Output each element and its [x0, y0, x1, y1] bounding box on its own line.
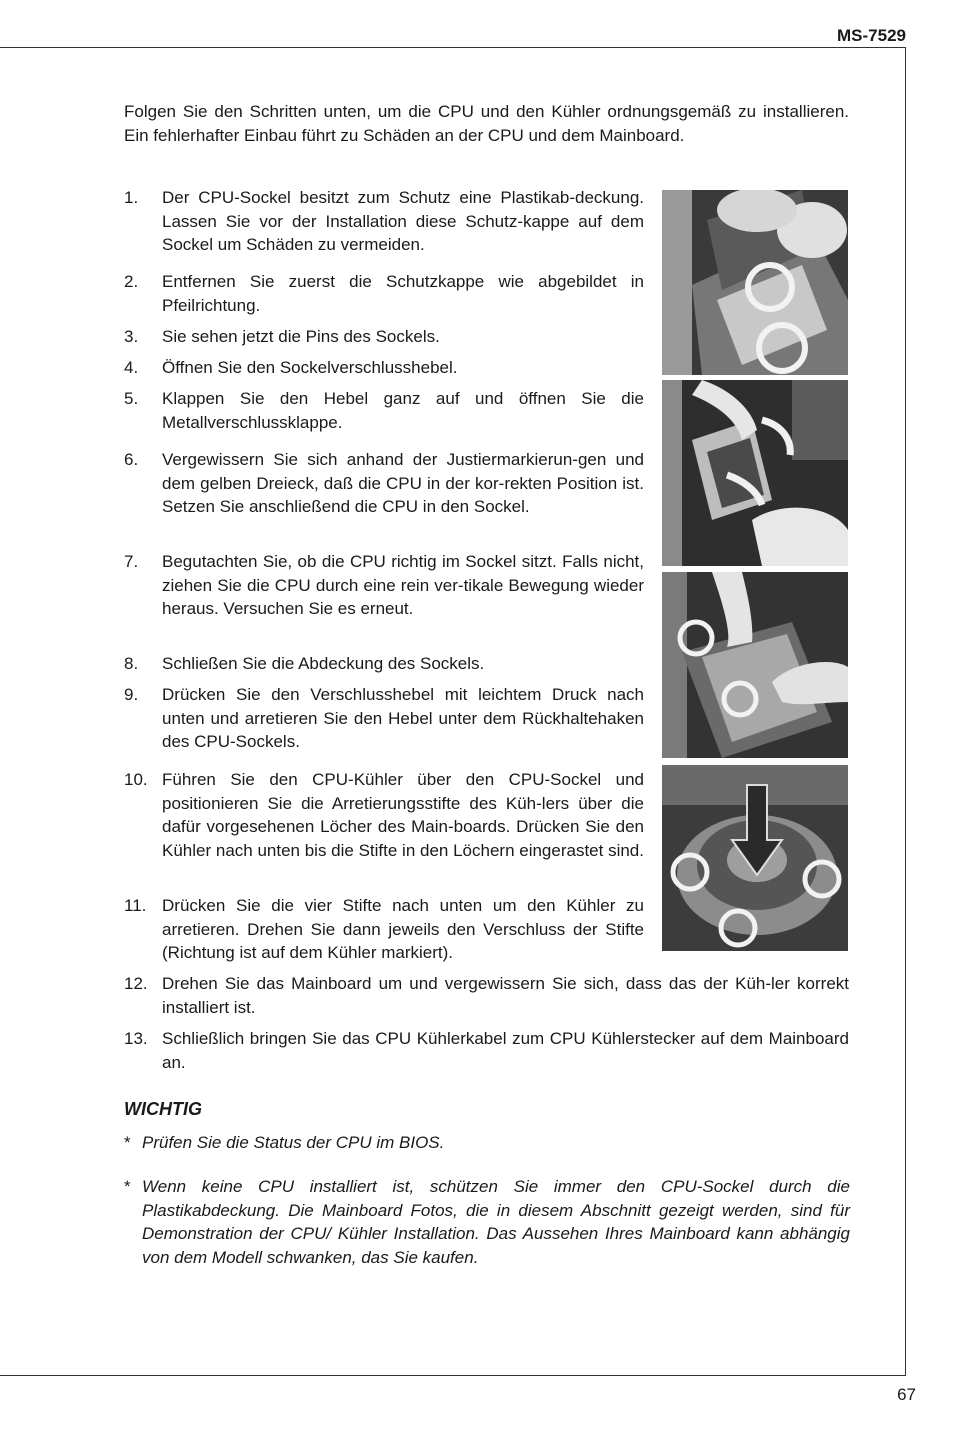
photo-socket-lever: [662, 380, 848, 566]
header-rule: [0, 47, 906, 48]
step-item: 10. Führen Sie den CPU-Kühler über den CPU-Sockel und positionieren Sie die Arretierungsstifte des Küh-lers über die dafür vorgesehenen Löcher des Main-boards. Drücken Sie den Kühler nach unten bis die Stifte in den Löchern eingerastet sind.: [124, 770, 644, 860]
step-item: 5. Klappen Sie den Hebel ganz auf und öffnen Sie die Metallverschlussklappe.: [124, 389, 644, 432]
model-number: MS-7529: [837, 26, 906, 45]
photo-socket-cap: [662, 190, 848, 375]
step-item: 8. Schließen Sie die Abdeckung des Sockels.: [124, 654, 485, 673]
important-heading: WICHTIG: [124, 1099, 202, 1119]
socket-lever-illustration: [662, 380, 848, 566]
step-item: 11. Drücken Sie die vier Stifte nach unten um den Kühler zu arretieren. Drehen Sie dann jeweils den Verschluss der Stifte (Richtung ist auf dem Kühler markiert).: [124, 896, 644, 962]
important-note: * Wenn keine CPU installiert ist, schützen Sie immer den CPU-Sockel durch die Plastikabdeckung. Die Mainboard Fotos, die in diesem Abschnitt gezeigt werden, sind für Demonstration der CPU/ Kühler Installation. Das Aussehen Ihres Mainboard kann abhängig von dem Modell schwanken, das Sie kaufen.: [124, 1177, 850, 1267]
step-item: 9. Drücken Sie den Verschlusshebel mit leichtem Druck nach unten und arretieren Sie den Hebel unter dem Rückhaltehaken des CPU-Sockels.: [124, 685, 644, 751]
socket-cap-illustration: [662, 190, 848, 375]
important-note: * Prüfen Sie die Status der CPU im BIOS.: [124, 1133, 445, 1152]
step-item: 3. Sie sehen jetzt die Pins des Sockels.: [124, 327, 440, 346]
step-item: 1. Der CPU-Sockel besitzt zum Schutz eine Plastikab-deckung. Lassen Sie vor der Installation diese Schutz-kappe auf dem Sockel um Schäden zu vermeiden.: [124, 188, 644, 254]
step-item: 2. Entfernen Sie zuerst die Schutzkappe wie abgebildet in Pfeilrichtung.: [124, 272, 644, 315]
margin-rule: [905, 47, 906, 1375]
cooler-install-illustration: [662, 765, 848, 951]
step-item: 6. Vergewissern Sie sich anhand der Justiermarkierun-gen und dem gelben Dreieck, daß die CPU in der kor-rekten Position ist. Setzen Sie anschließend die CPU in den Sockel.: [124, 450, 644, 516]
cpu-placement-illustration: [662, 572, 848, 758]
photo-cpu-placement: [662, 572, 848, 758]
intro-paragraph: Folgen Sie den Schritten unten, um die CPU und den Kühler ordnungsgemäß zu installieren. Ein fehlerhafter Einbau führt zu Schäden an der CPU und dem Mainboard.: [124, 102, 849, 145]
step-item: 4. Öffnen Sie den Sockelverschlusshebel.: [124, 358, 458, 377]
photo-cooler-install: [662, 765, 848, 951]
step-item: 12. Drehen Sie das Mainboard um und vergewissern Sie sich, dass das der Küh-ler korrekt installiert ist.: [124, 974, 849, 1017]
page-number: 67: [897, 1385, 916, 1404]
step-item: 13. Schließlich bringen Sie das CPU Kühlerkabel zum CPU Kühlerstecker auf dem Mainboard an.: [124, 1029, 849, 1072]
footer-rule: [0, 1375, 906, 1376]
step-item: 7. Begutachten Sie, ob die CPU richtig im Sockel sitzt. Falls nicht, ziehen Sie die CPU durch eine rein ver-tikale Bewegung wieder heraus. Versuchen Sie es erneut.: [124, 552, 644, 618]
